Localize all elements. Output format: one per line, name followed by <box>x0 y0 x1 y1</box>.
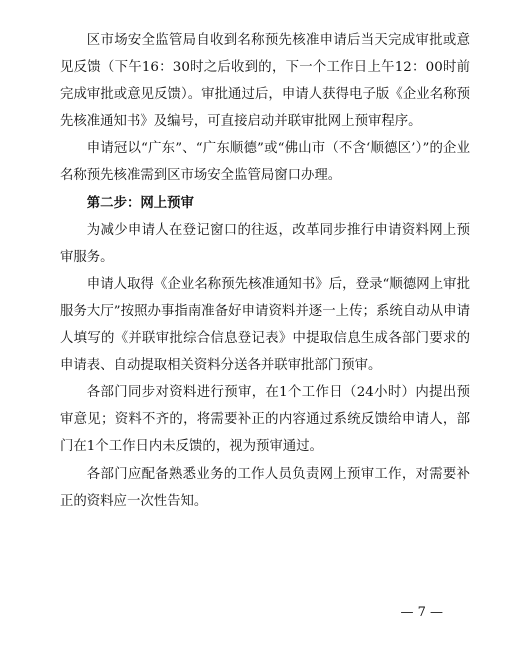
body-text <box>60 27 470 515</box>
paragraph-online-review-intro: 为减少申请人在登记窗口的往返，改革同步推行申请资料网上预审服务。 <box>60 222 470 265</box>
section-heading-step-two: 第二步：网上预审 <box>86 194 194 211</box>
paragraph-approval-timing: 区市场安全监管局自收到名称预先核准申请后当天完成审批或意见反馈（下午16：30时之后收到的，下一个工作日上午12：00时前完成审批或意见反馈）。审批通过后，申请人获得电子版《企业名称预先核准通知书》及编号，可直接启动并联审批网上预审程序。 <box>60 33 470 130</box>
page-number: — 7 — <box>400 605 443 620</box>
paragraph-upload-procedure: 申请人取得《企业名称预先核准通知书》后，登录“顺德网上审批服务大厅”按照办事指南准备好申请资料并逐一上传；系统自动从申请人填写的《并联审批综合信息登记表》中提取信息生成各部门要求的申请表、自动提取相关资料分送各并联审批部门预审。 <box>60 276 470 374</box>
paragraph-review-deadline: 各部门同步对资料进行预审，在1个工作日（24小时）内提出预审意见；资料不齐的，将需要补正的内容通过系统反馈给申请人，部门在1个工作日内未反馈的，视为预审通过。 <box>60 385 470 455</box>
paragraph-window-processing: 申请冠以“广东”、“广东顺德”或“佛山市（不含‘顺德区’）”的企业名称预先核准需到区市场安全监管局窗口办理。 <box>60 141 470 184</box>
paragraph-staffing: 各部门应配备熟悉业务的工作人员负责网上预审工作，对需要补正的资料应一次性告知。 <box>60 466 470 509</box>
